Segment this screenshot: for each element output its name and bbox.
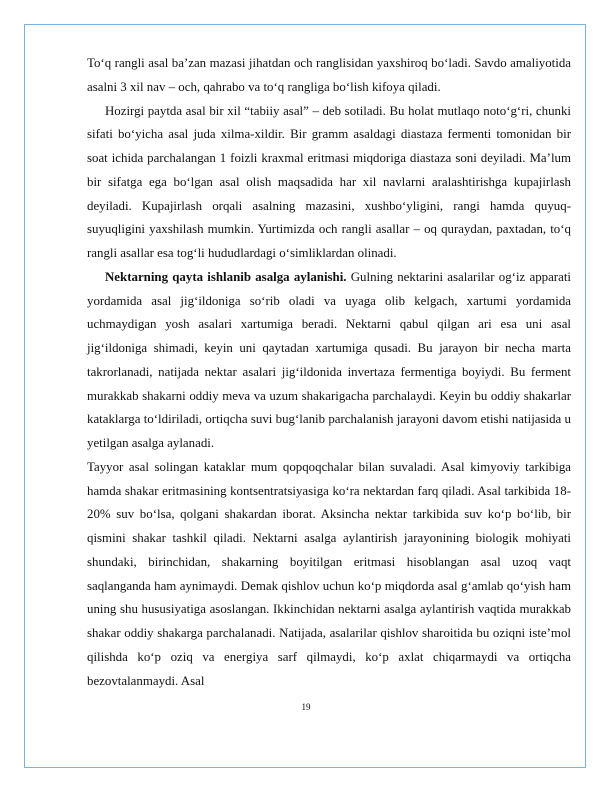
document-body (87, 52, 571, 693)
paragraph-3-heading: Nektarning qayta ishlanib asalga aylanishi. (105, 269, 347, 284)
page-number: 19 (301, 702, 311, 712)
paragraph-1: To‘q rangli asal ba’zan mazasi jihatdan och ranglisidan yaxshiroq bo‘ladi. Savdo amaliyotida asalni 3 xil nav – och, qahrabo va to‘q rangliga bo‘lish kifoya qiladi. (87, 56, 571, 94)
paragraph-2: Hozirgi paytda asal bir xil “tabiiy asal” – deb sotiladi. Bu holat mutlaqo noto‘g‘ri, chunki sifati bo‘yicha asal juda xilma-xildir. Bir gramm asaldagi diastaza fermenti tomonidan bir soat ichida parchalangan 1 foizli kraxmal eritmasi miqdoriga diastaza soni deyiladi. Ma’lum bir sifatga ega bo‘lgan asal olish maqsadida har xil navlarni aralashtirishga kupajirlash deyiladi. Kupajirlash orqali asalning mazasini, xushbo‘yligini, rangi hamda quyuq-suyuqligini yaxshilash mumkin. Yurtimizda och rangli asallar – oq quraydan, paxtadan, to‘q rangli asallar esa tog‘li hududlardagi o‘simliklardan olinadi. (87, 103, 571, 260)
paragraph-3 (87, 266, 571, 456)
paragraph-3-body: Gulning nektarini asalarilar og‘iz apparati yordamida asal jig‘ildoniga so‘rib oladi va uyaga olib kelgach, xartumi yordamida uchmaydigan yosh asalari xartumiga beradi. Nektarni qabul qilgan ari esa uni asal jig‘ildoniga shimadi, keyin uni qaytadan xartumiga qusadi. Bu jarayon bir necha marta takrorlanadi, natijada nektar asalari jig‘ildonida invertaza fermentiga boyiydi. Bu ferment murakkab shakarni oddiy meva va uzum shakarigacha parchalaydi. Keyin bu oddiy shakarlar kataklarga to‘ldiriladi, ortiqcha suvi bug‘lanib parchalanish jarayoni davom etishi natijasida u yetilgan asalga aylanadi. (87, 269, 571, 450)
paragraph-4: Tayyor asal solingan kataklar mum qopqoqchalar bilan suvaladi. Asal kimyoviy tarkibiga hamda shakar eritmasining kontsentratsiyasiga ko‘ra nektardan farq qiladi. Asal tarkibida 18-20% suv bo‘lsa, qolgani shakardan iborat. Aksincha nektar tarkibida suv ko‘p bo‘lib, bir qismini shakar tashkil qiladi. Nektarni asalga aylantirish jarayonining biologik mohiyati shundaki, birinchidan, shakarning boyitilgan eritmasi hisoblangan asal uzoq vaqt saqlanganda ham aynimaydi. Demak qishlov uchun ko‘p miqdorda asal g‘amlab qo‘yish ham uning shu hususiyatiga asoslangan. Ikkinchidan nektarni asalga aylantirish vaqtida murakkab shakar oddiy shakarga parchalanadi. Natijada, asalarilar qishlov sharoitida bu oziqni iste’mol qilishda ko‘p oziq va energiya sarf qilmaydi, ko‘p axlat chiqarmaydi va ortiqcha bezovtalanmaydi. Asal (87, 459, 571, 688)
